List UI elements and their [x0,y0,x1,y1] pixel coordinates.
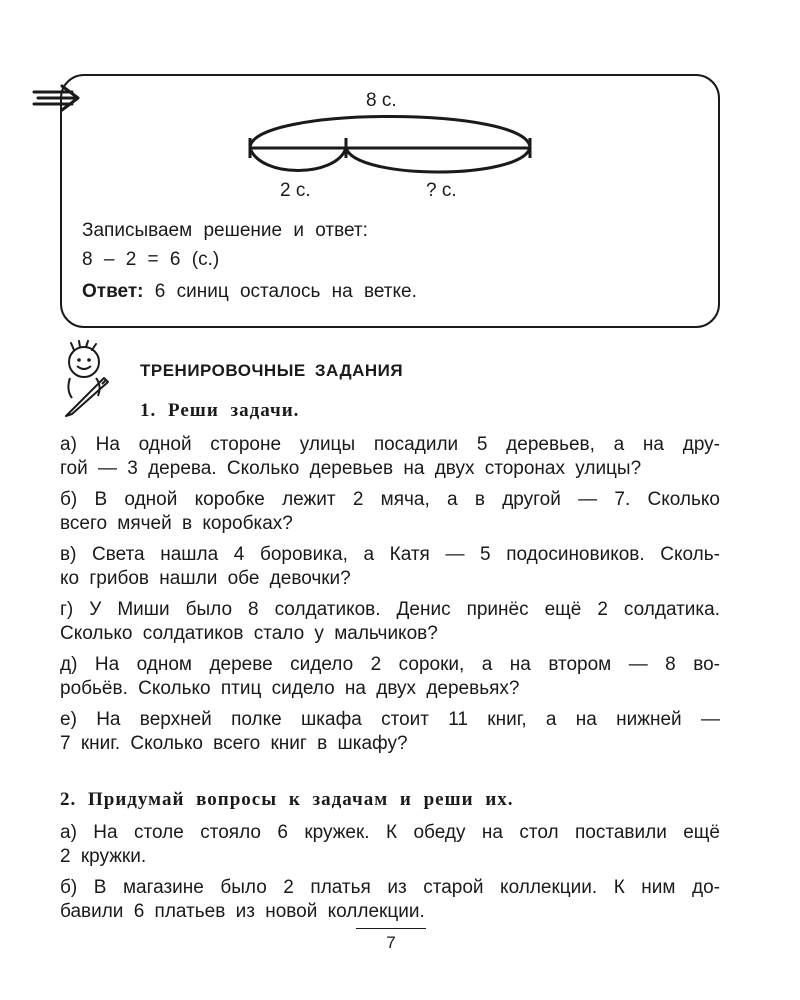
solution-intro: Записываем решение и ответ: [82,220,368,241]
kid-with-pencil-icon [58,340,128,418]
task2-heading: 2. Придумай вопросы к задачам и реши их. [60,789,514,810]
task1-problem-d: г) У Миши было 8 солдатиков. Денис принёс ещё 2 солдатика. Сколько солдатиков стало у мальчиков? [60,599,720,644]
task1-problem-c: в) Света нашла 4 боровика, а Катя — 5 подосиновиков. Сколь- ко грибов нашли обе девочки? [60,544,720,589]
page-number: 7 [356,928,426,953]
part2-arc [346,148,530,172]
section-title: ТРЕНИРОВОЧНЫЕ ЗАДАНИЯ [140,361,404,380]
task1-problem-b: б) В одной коробке лежит 2 мяча, а в другой — 7. Сколько всего мячей в коробках? [60,489,720,534]
answer-text: 6 синиц осталось на ветке. [154,281,417,302]
task1-problem-f: е) На верхней полке шкафа стоит 11 книг, а на нижней — 7 книг. Сколько всего книг в шкафу? [60,709,720,754]
solution-equation: 8 – 2 = 6 (с.) [82,249,220,270]
segment-diagram [230,86,550,206]
diagram-part1-label: 2 с. [280,180,311,201]
answer-label: Ответ: [82,281,144,302]
diagram-part2-label: ? с. [426,180,457,201]
diagram-total-label: 8 с. [366,90,397,111]
task1-heading: 1. Реши задачи. [140,400,300,421]
part1-arc [250,148,346,171]
task2-problem-b: б) В магазине было 2 платья из старой коллекции. К ним до- бавили 6 платьев из новой коллекции. [60,877,720,922]
arrow-marker-icon [32,82,80,114]
task1-problem-a: а) На одной стороне улицы посадили 5 деревьев, а на дру- гой — 3 дерева. Сколько деревьев на двух сторонах улицы? [60,434,720,479]
answer-line [82,281,417,303]
total-arc [250,117,530,149]
task1-problem-e: д) На одном дереве сидело 2 сороки, а на втором — 8 во- робьёв. Сколько птиц сидело на двух деревьях? [60,654,720,699]
task2-problem-a: а) На столе стояло 6 кружек. К обеду на стол поставили ещё 2 кружки. [60,822,720,867]
